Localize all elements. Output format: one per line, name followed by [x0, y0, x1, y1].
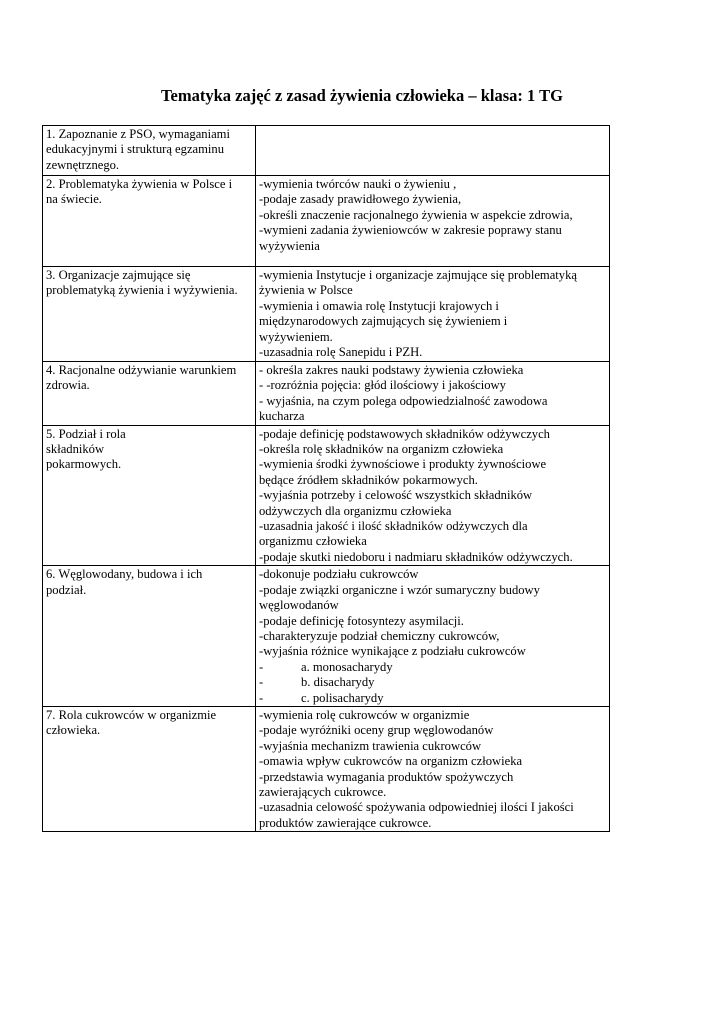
sub-list-text: b. disacharydy	[301, 675, 375, 690]
topic-cell	[43, 425, 256, 566]
requirement-line: - -rozróżnia pojęcia: głód ilościowy i jakościowy	[259, 378, 506, 393]
sub-list-dash: -	[259, 675, 264, 690]
table-row	[43, 425, 610, 566]
sub-list-item	[259, 691, 606, 706]
requirement-line: wyżywienia	[259, 238, 320, 253]
sub-list-item	[259, 660, 606, 675]
curriculum-table-body	[43, 126, 610, 832]
requirement-line: -podaje definicję podstawowych składników odżywczych	[259, 426, 550, 441]
topic-cell	[43, 126, 256, 176]
requirement-line: -dokonuje podziału cukrowców	[259, 567, 419, 582]
requirement-line: -wymieni zadania żywieniowców w zakresie poprawy stanu	[259, 223, 562, 238]
requirement-line: będące źródłem składników pokarmowych.	[259, 472, 478, 487]
requirements-cell	[256, 126, 610, 176]
requirement-line: -wyjaśnia potrzeby i celowość wszystkich składników	[259, 488, 533, 503]
curriculum-table	[42, 125, 610, 832]
table-row	[43, 706, 610, 831]
requirement-line: -uzasadnia jakość i ilość składników odżywczych dla	[259, 519, 528, 534]
table-row	[43, 126, 610, 176]
requirement-line: -podaje skutki niedoboru i nadmiaru składników odżywczych.	[259, 549, 573, 564]
requirement-line: - wyjaśnia, na czym polega odpowiedzialność zawodowa	[259, 393, 548, 408]
sub-list-dash: -	[259, 659, 264, 674]
requirement-line: -omawia wpływ cukrowców na organizm człowieka	[259, 754, 523, 769]
requirement-line: -określi znaczenie racjonalnego żywienia w aspekcie zdrowia,	[259, 207, 573, 222]
requirement-line: węglowodanów	[259, 598, 339, 613]
topic-text: 1. Zapoznanie z PSO, wymaganiami edukacyjnymi i strukturą egzaminu zewnętrznego.	[46, 127, 230, 172]
requirements-cell	[256, 566, 610, 707]
requirement-line: organizmu człowieka	[259, 534, 367, 549]
table-row	[43, 566, 610, 707]
requirement-line: -uzasadnia celowość spożywania odpowiedniej ilości I jakości	[259, 800, 574, 815]
topic-cell	[43, 706, 256, 831]
requirement-line: -określa rolę składników na organizm człowieka	[259, 442, 504, 457]
sub-list-text: a. monosacharydy	[301, 659, 393, 674]
topic-text: 6. Węglowodany, budowa i ich podział.	[46, 567, 203, 597]
requirement-line: -charakteryzuje podział chemiczny cukrowców,	[259, 628, 500, 643]
requirement-line: -podaje zasady prawidłowego żywienia,	[259, 192, 462, 207]
requirements-cell	[256, 267, 610, 362]
requirement-line: -przedstawia wymagania produktów spożywczych	[259, 769, 514, 784]
table-row	[43, 267, 610, 362]
topic-cell	[43, 176, 256, 267]
table-row	[43, 176, 610, 267]
page-title: Tematyka zajęć z zasad żywienia człowieka – klasa: 1 TG	[161, 86, 563, 105]
requirement-line: -wymienia Instytucje i organizacje zajmujące się problematyką	[259, 268, 577, 282]
sub-list-item	[259, 675, 606, 690]
table-row	[43, 362, 610, 426]
requirement-line: wyżywieniem.	[259, 329, 333, 344]
requirement-line: -wymienia rolę cukrowców w organizmie	[259, 707, 470, 722]
topic-text: 4. Racjonalne odżywianie warunkiem zdrowia.	[46, 363, 237, 393]
topic-text: 2. Problematyka żywienia w Polsce i na świecie.	[46, 177, 233, 207]
topic-cell	[43, 267, 256, 362]
sub-list-text: c. polisacharydy	[301, 690, 384, 705]
requirement-line: zawierających cukrowce.	[259, 784, 387, 799]
requirement-line: międzynarodowych zajmujących się żywieniem i	[259, 314, 508, 329]
requirement-line: -wymienia twórców nauki o żywieniu ,	[259, 177, 457, 191]
topic-cell	[43, 362, 256, 426]
topic-text: 7. Rola cukrowców w organizmie człowieka.	[46, 707, 217, 738]
topic-text: 5. Podział i rola składników pokarmowych.	[46, 426, 126, 472]
requirements-cell	[256, 706, 610, 831]
requirement-line: - określa zakres nauki podstawy żywienia człowieka	[259, 363, 524, 377]
requirements-cell	[256, 176, 610, 267]
topic-text: 3. Organizacje zajmujące się problematyką żywienia i wyżywienia.	[46, 268, 238, 298]
requirement-line: odżywczych dla organizmu człowieka	[259, 503, 452, 518]
requirement-line: żywienia w Polsce	[259, 283, 353, 298]
sub-list-dash: -	[259, 690, 264, 705]
requirements-cell	[256, 362, 610, 426]
requirement-line: -uzasadnia rolę Sanepidu i PZH.	[259, 345, 423, 360]
requirement-line: -wymienia środki żywnościowe i produkty żywnościowe	[259, 457, 547, 472]
requirement-line: kucharza	[259, 409, 305, 424]
requirement-line: -podaje wyróżniki oceny grup węglowodanów	[259, 723, 494, 738]
requirement-line: -podaje związki organiczne i wzór sumaryczny budowy	[259, 582, 540, 597]
requirement-line: -wyjaśnia mechanizm trawienia cukrowców	[259, 738, 482, 753]
requirement-line: produktów zawierające cukrowce.	[259, 815, 432, 830]
requirements-cell	[256, 425, 610, 566]
topic-cell	[43, 566, 256, 707]
requirement-line: -wyjaśnia różnice wynikające z podziału cukrowców	[259, 644, 526, 659]
requirement-line: -podaje definicję fotosyntezy asymilacji.	[259, 613, 464, 628]
requirement-line: -wymienia i omawia rolę Instytucji krajowych i	[259, 298, 499, 313]
